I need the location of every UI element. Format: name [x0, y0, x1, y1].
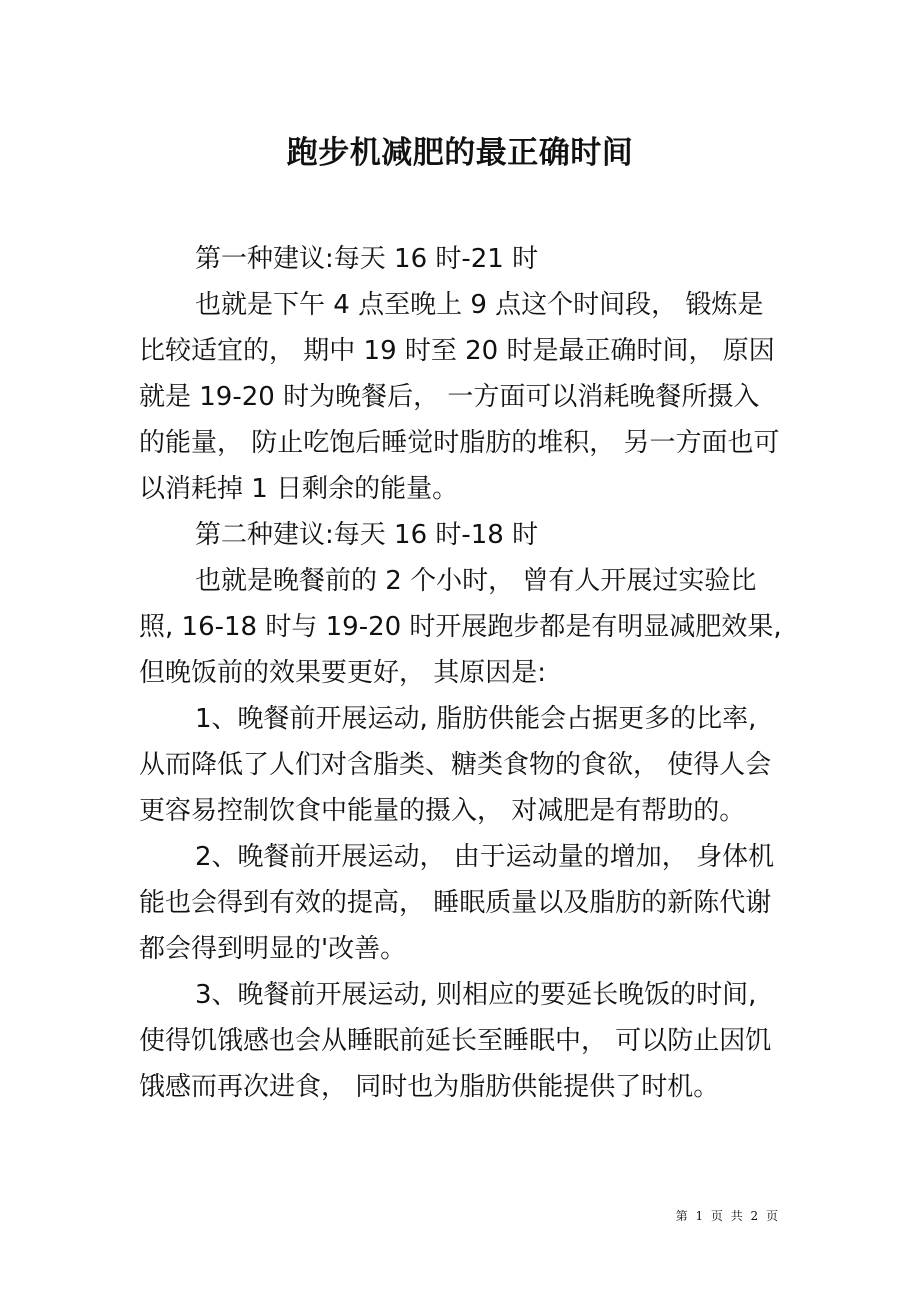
paragraph-reason-2: 2、晚餐前开展运动， 由于运动量的增加， 身体机能也会得到有效的提高， 睡眠质量以及脂肪的新陈代谢都会得到明显的'改善。 [139, 842, 775, 964]
paragraph-suggestion-1-heading: 第一种建议:每天 16 时-21 时 [195, 244, 539, 274]
paragraph-suggestion-2-detail: 也就是晚餐前的 2 个小时， 曾有人开展过实验比照, 16-18 时与 19-20 时开展跑步都是有明显减肥效果, 但晚饭前的效果要更好， 其原因是: [139, 566, 782, 688]
paragraph-suggestion-1-detail: 也就是下午 4 点至晚上 9 点这个时间段， 锻炼是比较适宜的， 期中 19 时至 20 时是最正确时间， 原因就是 19-20 时为晚餐后， 一方面可以消耗晚餐所摄入的能量， 防止吃饱后睡觉时脂肪的堆积， 另一方面也可以消耗掉 1 日剩余的能量。 [139, 290, 780, 504]
page-title: 跑步机减肥的最正确时间 [286, 135, 634, 171]
paragraph-reason-3: 3、晚餐前开展运动, 则相应的要延长晚饭的时间, 使得饥饿感也会从睡眠前延长至睡眠中， 可以防止因饥饿感而再次进食， 同时也为脂肪供能提供了时机。 [139, 980, 772, 1102]
paragraph-suggestion-2-heading: 第二种建议:每天 16 时-18 时 [195, 520, 539, 550]
page-number-footer: 第 1 页 共 2 页 [675, 1209, 780, 1223]
paragraph-reason-1: 1、晚餐前开展运动, 脂肪供能会占据更多的比率, 从而降低了人们对含脂类、糖类食物的食欲， 使得人会更容易控制饮食中能量的摄入， 对减肥是有帮助的。 [139, 704, 772, 826]
document-body [139, 236, 783, 1110]
